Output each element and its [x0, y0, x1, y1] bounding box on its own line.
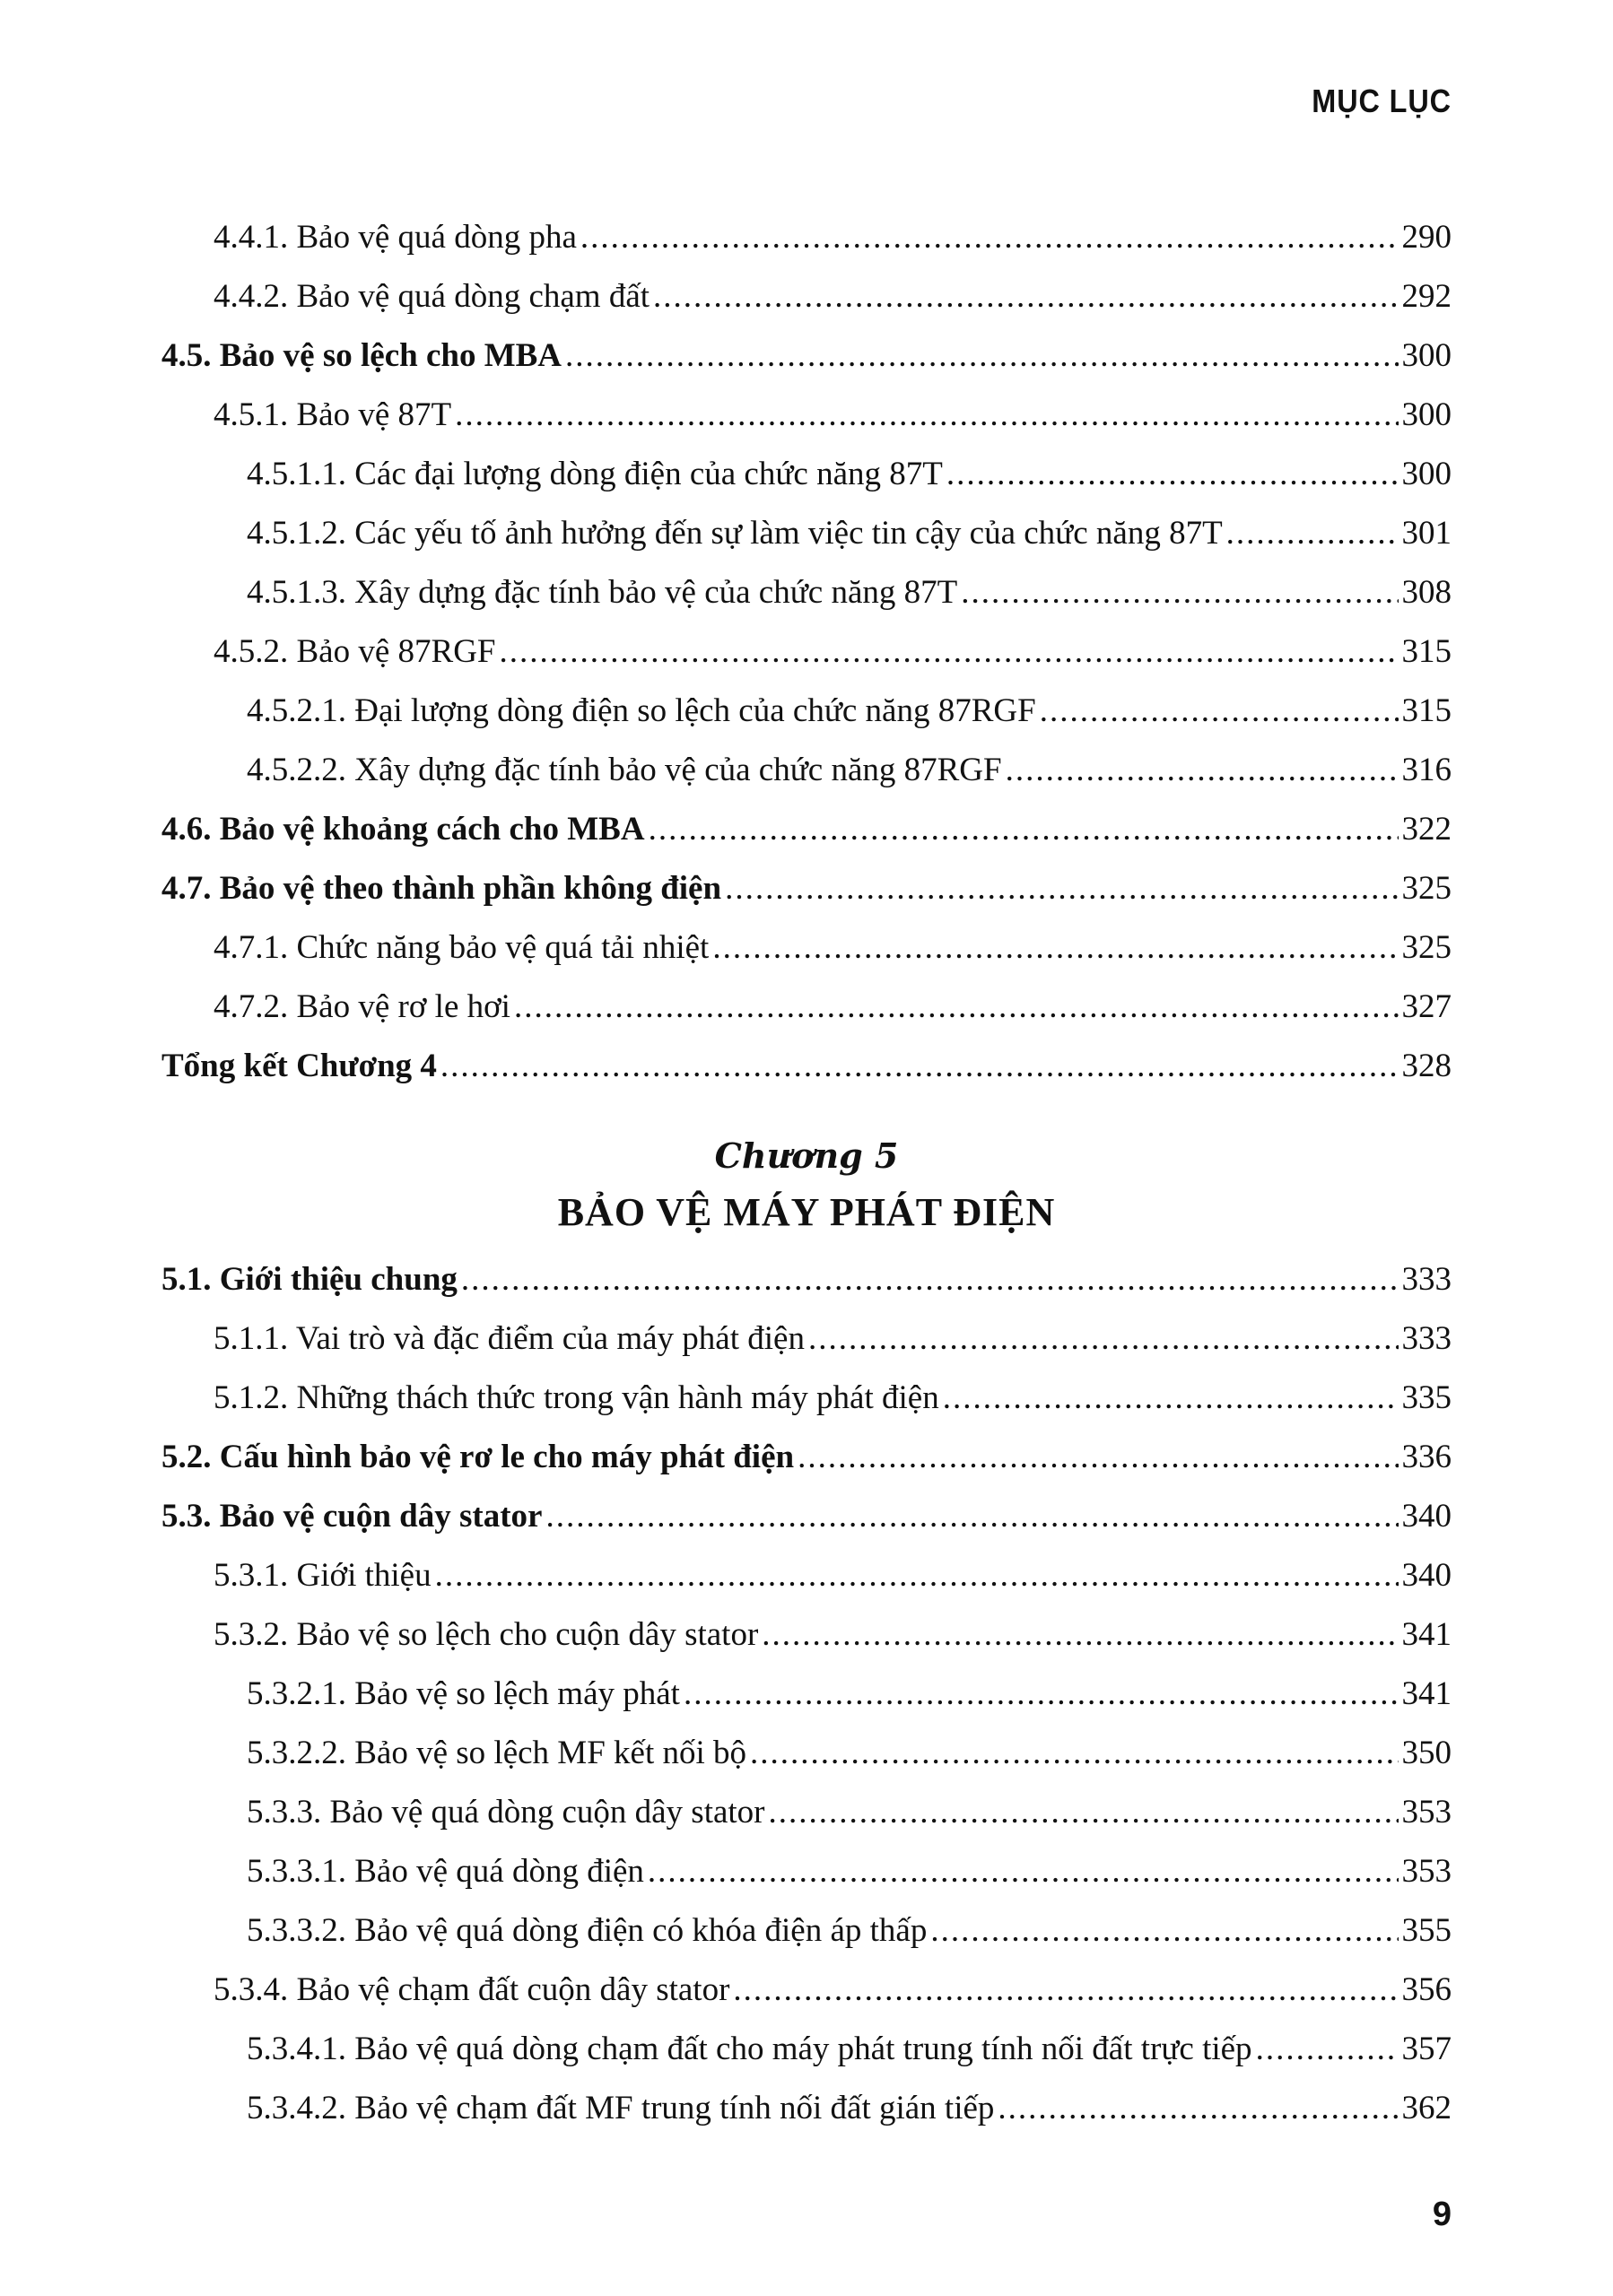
running-header: MỤC LỤC: [1312, 83, 1452, 119]
toc-entry-title: 5.1.2. Những thách thức trong vận hành máy phát điện: [214, 1379, 939, 1416]
toc-entry: [161, 504, 1452, 563]
toc-entry-page: 333: [1401, 1261, 1452, 1298]
toc-section-chapter-5: [161, 1250, 1452, 2138]
dot-leader: [440, 1037, 1399, 1096]
toc-entry-title: 4.7.1. Chức năng bảo vệ quá tải nhiệt: [214, 929, 710, 966]
toc-entry-page: 325: [1401, 929, 1452, 966]
toc-entry-page: 356: [1401, 1971, 1452, 2008]
toc-section-chapter-4: [161, 208, 1452, 1096]
toc-entry-page: 290: [1401, 219, 1452, 256]
toc-entry-title: 5.3.4.2. Bảo vệ chạm đất MF trung tính nối đất gián tiếp: [247, 2090, 995, 2126]
dot-leader: [769, 1783, 1399, 1842]
toc-entry: [161, 1428, 1452, 1487]
toc-entry-title: 4.4.1. Bảo vệ quá dòng pha: [214, 219, 577, 256]
toc-entry-title: 5.3.2.2. Bảo vệ so lệch MF kết nối bộ: [247, 1735, 747, 1771]
toc-entry: [161, 1487, 1452, 1546]
toc-entry-page: 301: [1401, 515, 1452, 552]
dot-leader: [514, 978, 1399, 1037]
chapter-label: Chương 5: [714, 1135, 899, 1176]
toc-entry: [161, 1037, 1452, 1096]
toc-entry-page: 350: [1401, 1735, 1452, 1771]
toc-entry-title: 4.5.1.1. Các đại lượng dòng điện của chức năng 87T: [247, 456, 943, 492]
toc-entry-title: 4.6. Bảo vệ khoảng cách cho MBA: [161, 811, 645, 848]
dot-leader: [435, 1546, 1399, 1605]
dot-leader: [1226, 504, 1399, 563]
dot-leader: [798, 1428, 1398, 1487]
toc-entry-title: 4.4.2. Bảo vệ quá dòng chạm đất: [214, 278, 650, 315]
toc-entry: [161, 800, 1452, 859]
toc-entry-title: 4.7.2. Bảo vệ rơ le hơi: [214, 988, 510, 1025]
toc-entry-title: 5.3.4. Bảo vệ chạm đất cuộn dây stator: [214, 1971, 730, 2008]
toc-entry-page: 325: [1401, 870, 1452, 907]
dot-leader: [943, 1369, 1399, 1428]
toc-entry-page: 300: [1401, 456, 1452, 492]
dot-leader: [946, 445, 1399, 504]
toc-entry-page: 322: [1401, 811, 1452, 848]
dot-leader: [545, 1487, 1398, 1546]
toc-entry-page: 315: [1401, 692, 1452, 729]
dot-leader: [1256, 2020, 1399, 2079]
toc-entry-title: 5.3.1. Giới thiệu: [214, 1557, 432, 1594]
toc-entry: [161, 2079, 1452, 2138]
toc-entry-title: 4.5.2. Bảo vệ 87RGF: [214, 633, 496, 670]
dot-leader: [455, 386, 1398, 445]
toc-entry-page: 335: [1401, 1379, 1452, 1416]
chapter-title: BẢO VỆ MÁY PHÁT ĐIỆN: [557, 1190, 1056, 1234]
toc-entry-page: 355: [1401, 1912, 1452, 1949]
toc-entry-page: 308: [1401, 574, 1452, 611]
toc-entry-page: 353: [1401, 1794, 1452, 1831]
toc-entry-page: 357: [1401, 2031, 1452, 2067]
toc-entry: [161, 1546, 1452, 1605]
toc-entry: [161, 386, 1452, 445]
dot-leader: [500, 622, 1399, 682]
dot-leader: [808, 1309, 1399, 1369]
dot-leader: [684, 1665, 1399, 1724]
toc-entry: [161, 682, 1452, 741]
dot-leader: [762, 1605, 1398, 1665]
toc-entry-title: 5.3.3.1. Bảo vệ quá dòng điện: [247, 1853, 644, 1890]
toc-entry-page: 341: [1401, 1675, 1452, 1712]
toc-entry: [161, 622, 1452, 682]
dot-leader: [580, 208, 1399, 267]
dot-leader: [930, 1901, 1398, 1961]
toc-entry-title: 5.3.4.1. Bảo vệ quá dòng chạm đất cho máy phát trung tính nối đất trực tiếp: [247, 2031, 1252, 2067]
toc-entry-page: 340: [1401, 1557, 1452, 1594]
dot-leader: [1040, 682, 1399, 741]
dot-leader: [565, 326, 1398, 386]
toc-entry-title: 4.5.1. Bảo vệ 87T: [214, 396, 452, 433]
dot-leader: [998, 2079, 1398, 2138]
toc-entry: [161, 1724, 1452, 1783]
toc-entry: [161, 326, 1452, 386]
toc-entry-page: 327: [1401, 988, 1452, 1025]
dot-leader: [653, 267, 1398, 326]
toc-entry-page: 353: [1401, 1853, 1452, 1890]
toc-entry: [161, 445, 1452, 504]
toc-entry: [161, 2020, 1452, 2079]
toc-entry-title: 4.5.2.2. Xây dựng đặc tính bảo vệ của chức năng 87RGF: [247, 752, 1002, 788]
toc-entry-page: 315: [1401, 633, 1452, 670]
toc-entry: [161, 859, 1452, 918]
dot-leader: [712, 918, 1398, 978]
dot-leader: [649, 800, 1399, 859]
toc-entry: [161, 978, 1452, 1037]
toc-entry-title: 5.3.2. Bảo vệ so lệch cho cuộn dây stator: [214, 1616, 759, 1653]
toc-entry: [161, 741, 1452, 800]
toc-entry: [161, 1250, 1452, 1309]
toc-entry: [161, 563, 1452, 622]
dot-leader: [961, 563, 1398, 622]
toc-entry-title: 5.3.3.2. Bảo vệ quá dòng điện có khóa điện áp thấp: [247, 1912, 928, 1949]
toc-entry-title: 5.3. Bảo vệ cuộn dây stator: [161, 1498, 543, 1535]
toc-entry: [161, 1665, 1452, 1724]
toc-entry-title: 4.7. Bảo vệ theo thành phần không điện: [161, 870, 722, 907]
dot-leader: [750, 1724, 1398, 1783]
toc-entry-title: 5.1. Giới thiệu chung: [161, 1261, 458, 1298]
dot-leader: [1006, 741, 1399, 800]
toc-entry-page: 300: [1401, 396, 1452, 433]
dot-leader: [648, 1842, 1399, 1901]
toc-entry: [161, 1961, 1452, 2020]
toc-entry-page: 292: [1401, 278, 1452, 315]
toc-entry-title: 4.5.2.1. Đại lượng dòng điện so lệch của chức năng 87RGF: [247, 692, 1036, 729]
dot-leader: [461, 1250, 1399, 1309]
toc-entry-page: 340: [1401, 1498, 1452, 1535]
toc-entry-page: 341: [1401, 1616, 1452, 1653]
toc-entry-page: 333: [1401, 1320, 1452, 1357]
toc-entry: [161, 1605, 1452, 1665]
toc-entry-title: 5.1.1. Vai trò và đặc điểm của máy phát điện: [214, 1320, 805, 1357]
dot-leader: [725, 859, 1398, 918]
toc-entry-title: Tổng kết Chương 4: [161, 1048, 437, 1084]
toc-entry: [161, 267, 1452, 326]
toc-entry-page: 316: [1401, 752, 1452, 788]
toc-entry: [161, 1842, 1452, 1901]
toc-entry-page: 336: [1401, 1439, 1452, 1475]
toc-entry: [161, 1309, 1452, 1369]
toc-entry-title: 4.5.1.2. Các yếu tố ảnh hưởng đến sự làm việc tin cậy của chức năng 87T: [247, 515, 1223, 552]
toc-entry: [161, 918, 1452, 978]
toc-entry-title: 5.3.2.1. Bảo vệ so lệch máy phát: [247, 1675, 680, 1712]
table-of-contents: [161, 208, 1452, 2138]
toc-entry-title: 4.5.1.3. Xây dựng đặc tính bảo vệ của chức năng 87T: [247, 574, 958, 611]
dot-leader: [733, 1961, 1398, 2020]
toc-entry-page: 300: [1401, 337, 1452, 374]
toc-entry-title: 4.5. Bảo vệ so lệch cho MBA: [161, 337, 562, 374]
toc-entry: [161, 1901, 1452, 1961]
toc-entry-page: 362: [1401, 2090, 1452, 2126]
toc-entry-page: 328: [1401, 1048, 1452, 1084]
toc-entry: [161, 1369, 1452, 1428]
page-number: 9: [1432, 2196, 1452, 2233]
toc-entry-title: 5.2. Cấu hình bảo vệ rơ le cho máy phát điện: [161, 1439, 795, 1475]
toc-entry: [161, 1783, 1452, 1842]
toc-entry: [161, 208, 1452, 267]
toc-entry-title: 5.3.3. Bảo vệ quá dòng cuộn dây stator: [247, 1794, 765, 1831]
